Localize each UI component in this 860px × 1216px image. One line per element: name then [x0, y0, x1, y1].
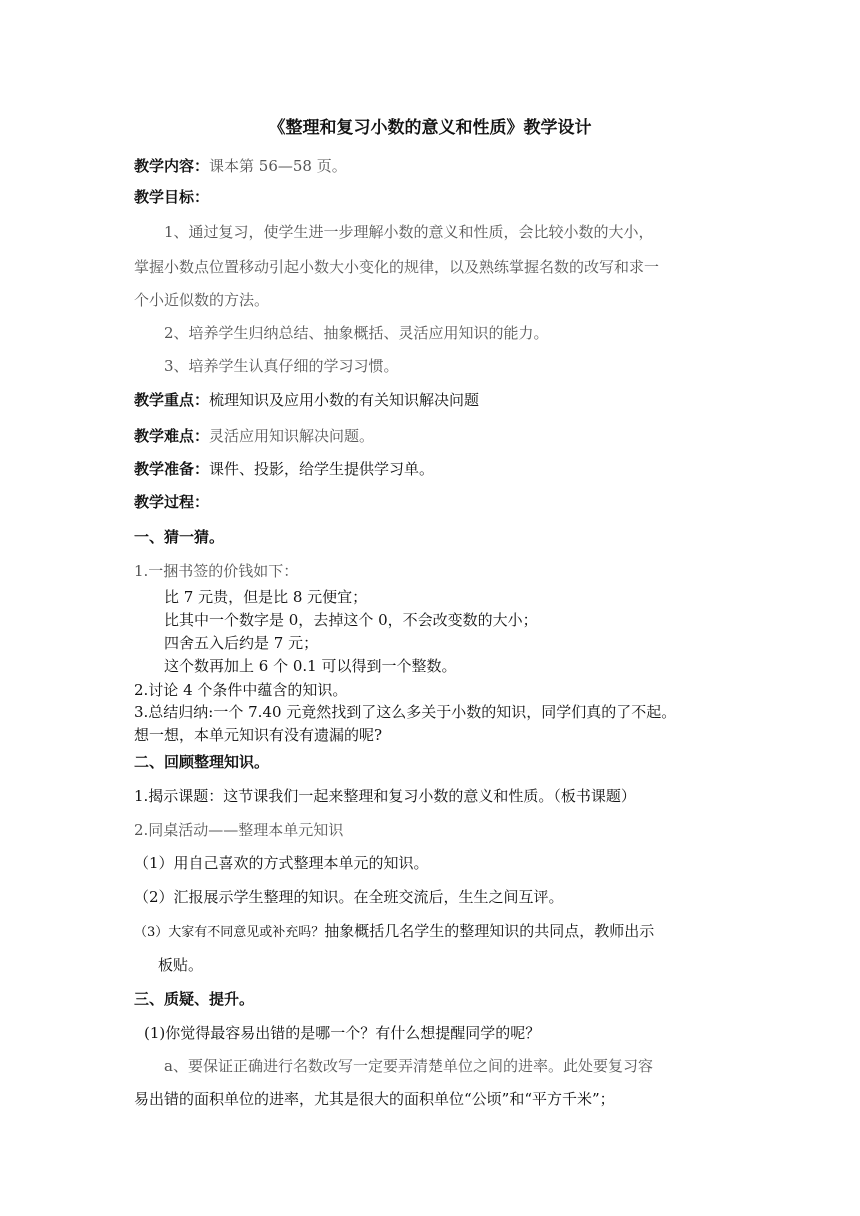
- section-heading: 三、质疑、提升。: [134, 990, 255, 1008]
- section-line: 四舍五入后约是 7 元；: [164, 634, 319, 652]
- section-line: [134, 921, 654, 943]
- goal-line: 3、培养学生认真仔细的学习习惯。: [164, 357, 399, 375]
- preparation-label: 教学准备：: [134, 460, 210, 478]
- section-line-rest: 抽象概括几名学生的整理知识的共同点，教师出示: [324, 922, 655, 940]
- section-line: 1.揭示课题：这节课我们一起来整理和复习小数的意义和性质。（板书课题）: [134, 787, 636, 805]
- key-point: [134, 390, 479, 410]
- document-title: 《整理和复习小数的意义和性质》教学设计: [268, 118, 592, 138]
- preparation-value: 课件、投影，给学生提供学习单。: [209, 460, 435, 478]
- section-line: 比 7 元贵，但是比 8 元便宜；: [164, 588, 368, 606]
- teaching-content: [134, 156, 347, 176]
- key-point-value: 梳理知识及应用小数的有关知识解决问题: [209, 391, 480, 409]
- section-line-small: （3）大家有不同意见或补充吗？: [134, 925, 325, 940]
- teaching-goals-label: 教学目标：: [134, 188, 210, 206]
- section-line: a、要保证正确进行名数改写一定要弄清楚单位之间的进率。此处要复习容: [164, 1057, 653, 1075]
- section-line: 1.一捆书签的价钱如下：: [134, 562, 299, 580]
- section-line: （2）汇报展示学生整理的知识。在全班交流后，生生之间互评。: [134, 888, 564, 906]
- goal-line: 掌握小数点位置移动引起小数大小变化的规律，以及熟练掌握名数的改写和求一: [134, 258, 660, 276]
- goal-line: 1、通过复习，使学生进一步理解小数的意义和性质，会比较小数的大小，: [164, 223, 654, 241]
- difficulty-label: 教学难点：: [134, 427, 210, 445]
- section-line: 3.总结归纳:一个 7.40 元竟然找到了这么多关于小数的知识，同学们真的了不起。: [134, 703, 677, 721]
- preparation: [134, 459, 434, 479]
- section-line: 比其中一个数字是 0，去掉这个 0，不会改变数的大小；: [164, 611, 538, 629]
- difficulty: [134, 426, 374, 446]
- teaching-content-value: 课本第 56—58 页。: [209, 157, 347, 175]
- goal-line: 2、培养学生归纳总结、抽象概括、灵活应用知识的能力。: [164, 324, 549, 342]
- teaching-content-label: 教学内容：: [134, 157, 210, 175]
- process-label: 教学过程：: [134, 493, 210, 511]
- section-line: 想一想，本单元知识有没有遗漏的呢?: [134, 726, 383, 744]
- section-line: 2.同桌活动——整理本单元知识: [134, 821, 344, 839]
- goal-line: 个小近似数的方法。: [134, 291, 270, 309]
- section-line: 板贴。: [158, 956, 204, 974]
- key-point-label: 教学重点：: [134, 391, 210, 409]
- section-line: (1)你觉得最容易出错的是哪一个？有什么想提醒同学的呢？: [144, 1024, 541, 1042]
- section-heading: 一、猜一猜。: [134, 528, 225, 546]
- section-line: 2.讨论 4 个条件中蕴含的知识。: [134, 681, 348, 699]
- section-line: （1）用自己喜欢的方式整理本单元的知识。: [134, 854, 429, 872]
- difficulty-value: 灵活应用知识解决问题。: [209, 427, 375, 445]
- section-heading: 二、回顾整理知识。: [134, 753, 270, 771]
- section-line: 这个数再加上 6 个 0.1 可以得到一个整数。: [164, 657, 457, 675]
- section-line: 易出错的面积单位的进率，尤其是很大的面积单位“公顷”和“平方千米”；: [134, 1090, 615, 1108]
